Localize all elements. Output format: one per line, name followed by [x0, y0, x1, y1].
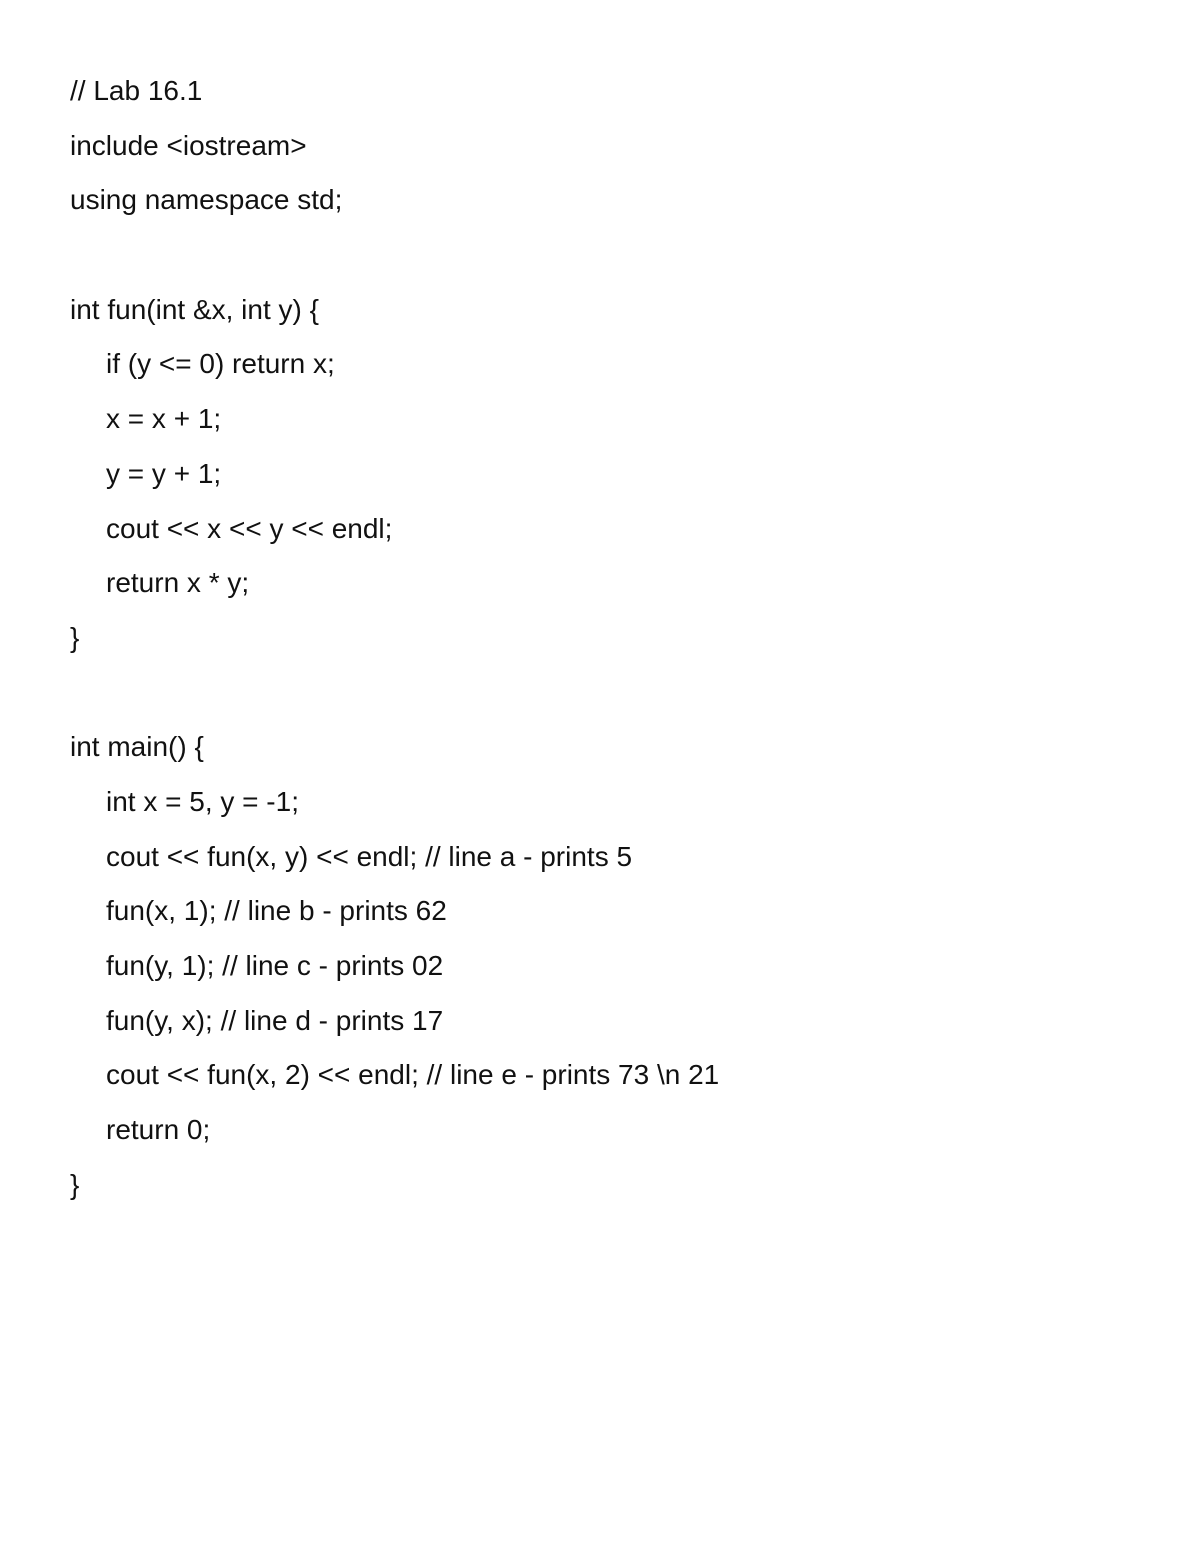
code-line-blank — [70, 670, 1150, 725]
code-line-fun-close: } — [70, 621, 80, 653]
code-line-main-line-e: cout << fun(x, 2) << endl; // line e - prints 73 \n 21 — [106, 1059, 720, 1091]
code-line-main-line-b: fun(x, 1); // line b - prints 62 — [106, 895, 447, 927]
code-line-fun-signature: int fun(int &x, int y) { — [70, 293, 319, 325]
code-line-blank — [70, 232, 1150, 287]
code-line-main-line-d: fun(y, x); // line d - prints 17 — [106, 1004, 444, 1036]
code-line-main-signature: int main() { — [70, 731, 204, 763]
code-line-include: include <iostream> — [70, 129, 307, 161]
code-line-fun-cout: cout << x << y << endl; — [106, 512, 393, 544]
code-line-main-line-c: fun(y, 1); // line c - prints 02 — [106, 950, 444, 981]
code-line-fun-x-increment: x = x + 1; — [106, 403, 222, 435]
code-line-comment-title: // Lab 16.1 — [70, 75, 203, 106]
code-line-fun-y-increment: y = y + 1; — [106, 457, 222, 489]
code-line-main-close: } — [70, 1168, 80, 1200]
code-line-using-namespace: using namespace std; — [70, 184, 343, 216]
code-line-main-line-a: cout << fun(x, y) << endl; // line a - prints 5 — [106, 840, 633, 872]
code-line-fun-if: if (y <= 0) return x; — [106, 348, 335, 380]
code-listing — [70, 68, 1150, 1216]
code-line-main-return: return 0; — [106, 1114, 211, 1146]
code-line-main-declare: int x = 5, y = -1; — [106, 785, 299, 817]
code-line-fun-return: return x * y; — [106, 567, 250, 599]
